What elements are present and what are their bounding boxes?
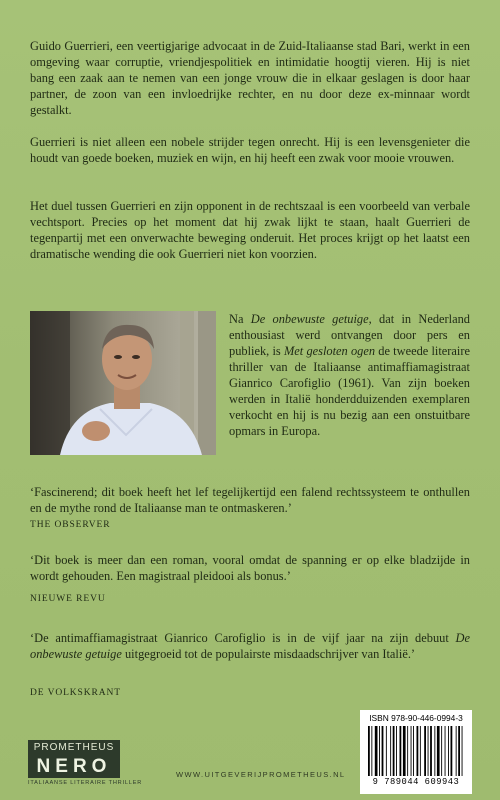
barcode-panel — [360, 710, 472, 794]
publisher-website: WWW.UITGEVERIJPROMETHEUS.NL — [176, 770, 346, 779]
author-bio — [229, 311, 470, 439]
blurb-paragraph-2: Guerrieri is niet alleen een nobele strijder tegen onrecht. Hij is een levensgenieter die houdt van goede boeken, muziek en wijn, en hij heeft een zwak voor mooie vrouwen. — [30, 135, 470, 165]
bio-book-title-2: Met gesloten ogen — [283, 344, 376, 358]
review-quote-2: ‘Dit boek is meer dan een roman, vooral omdat de spanning er op elke bladzijde in wordt gehouden. Een magistraal pleidooi als bonus.’ — [30, 553, 470, 583]
author-photo — [30, 311, 216, 455]
blurb-paragraph-3: Het duel tussen Guerrieri en zijn opponent in de rechtszaal is een voorbeeld van verbale vechtsport. Precies op het moment dat hij zwak lijkt te staan, haalt Guerrieri de tegenpartij met een onverwachte beweging onderuit. Het proces krijgt op het laatst een dramatische wending die ook Guerrieri niet kon voorzien. — [30, 199, 470, 261]
isbn-number: ISBN 978-90-446-0994-3 — [369, 713, 463, 723]
review-quote-1: ‘Fascinerend; dit boek heeft het lef tegelijkertijd een falend rechtssysteem te onthullen en de mythe rond de Italiaanse man te ontmaskeren.’ — [30, 485, 470, 515]
barcode-icon — [368, 726, 464, 776]
bio-text-3: de tweede literaire thriller van de Italiaanse antimaffiamagistraat Gianrico Carofiglio (1961). Van zijn boeken werden in Italië honderdduizenden exemplaren verkocht en hij is nu bezig aan een onstuitbare opmars in Europa. — [229, 344, 470, 438]
bio-book-title-1: De onbewuste getuige — [250, 312, 369, 326]
publisher-logo — [28, 740, 168, 790]
review-quote-3-text-a: ‘De antimaffiamagistraat Gianrico Carofiglio is in de vijf jaar na zijn debuut — [30, 631, 456, 645]
bio-text-1: Na — [229, 312, 251, 326]
bio-text-2: , dat in Nederland enthousiast werd ontvangen door pers en publiek, is — [229, 312, 470, 358]
logo-subtitle: ITALIAANSE LITERAIRE THRILLER — [28, 780, 143, 786]
barcode-number: 9 789044 609943 — [372, 777, 460, 787]
review-source-1: THE OBSERVER — [30, 520, 111, 530]
review-quote-3-book-title: De onbewuste getuige — [30, 631, 470, 661]
logo-prometheus: PROMETHEUS — [28, 740, 120, 756]
review-quote-3-text-b: uitgegroeid tot de populairste misdaadschrijver van Italië.’ — [121, 647, 416, 661]
review-source-3: DE VOLKSKRANT — [30, 688, 121, 698]
blurb-paragraph-1: Guido Guerrieri, een veertigjarige advocaat in de Zuid-Italiaanse stad Bari, werkt in een omgeving waar corruptie, vriendjespolitiek en intimidatie hoogtij vieren. Hij is niet bang een zaak aan te nemen van een jonge vrouw die in elkaar geslagen is door haar partner, de zoon van een invloedrijke rechter, en nu door deze ex-minnaar wordt gestalkt. — [30, 39, 470, 117]
author-photo-illustration — [30, 311, 216, 455]
review-source-2: NIEUWE REVU — [30, 594, 106, 604]
logo-nero: NERO — [28, 756, 120, 778]
review-quote-3 — [30, 630, 470, 662]
